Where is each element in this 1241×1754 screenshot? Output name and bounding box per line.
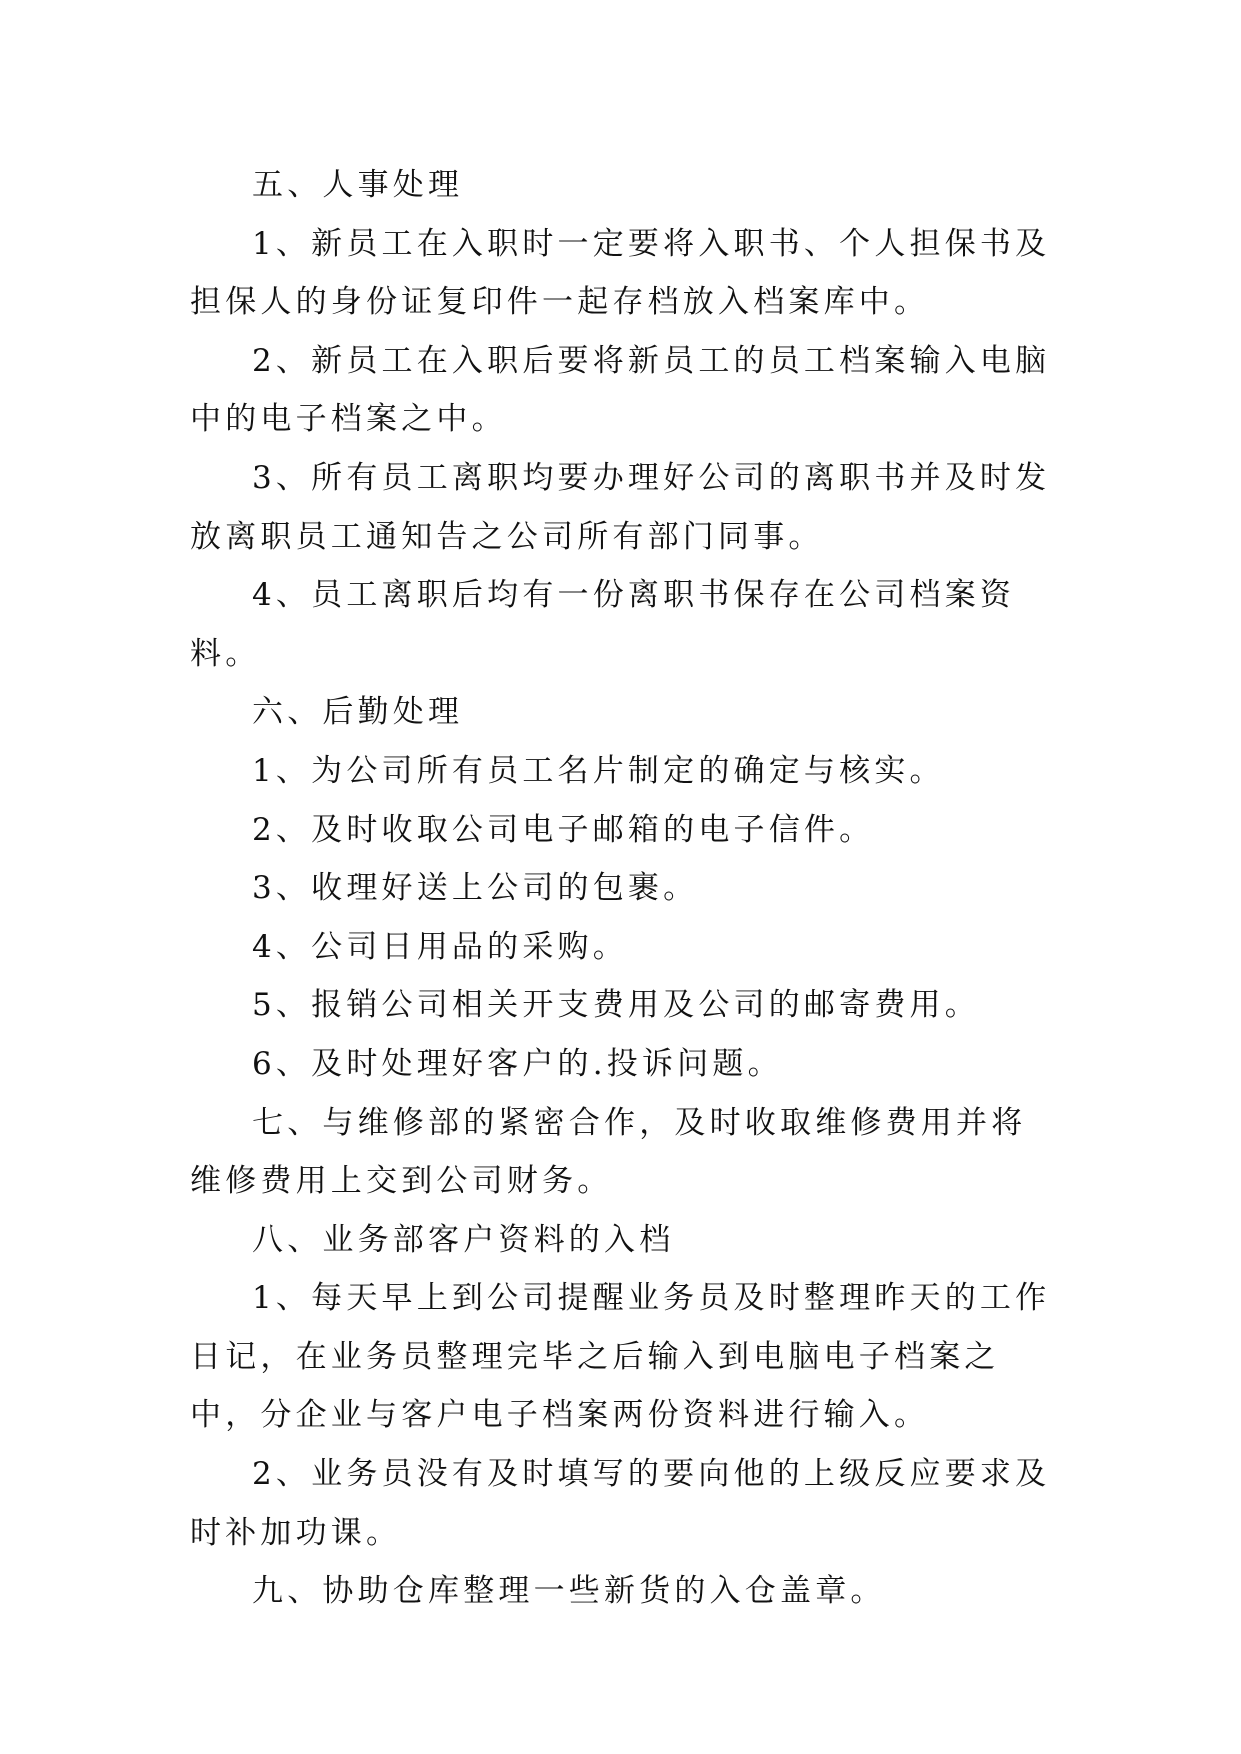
logistics-item-3: 3、收理好送上公司的包裹。 [252,870,699,907]
logistics-item-1: 1、为公司所有员工名片制定的确定与核实。 [252,752,945,789]
client-records-item-1: 1、每天早上到公司提醒业务员及时整理昨天的工作日记，在业务员整理完毕之后输入到电脑电子档案之中，分企业与客户电子档案两份资料进行输入。 [190,1280,1051,1434]
section-heading-logistics: 六、后勤处理 [252,694,464,731]
section-heading-warehouse: 九、协助仓库整理一些新货的入仓盖章。 [252,1573,886,1610]
section-heading-client-records: 八、业务部客户资料的入档 [252,1221,675,1258]
client-records-item-2: 2、业务员没有及时填写的要向他的上级反应要求及时补加功课。 [190,1456,1051,1551]
logistics-item-6: 6、及时处理好客户的.投诉问题。 [252,1045,783,1082]
section-heading-personnel: 五、人事处理 [252,167,464,203]
personnel-item-3: 3、所有员工离职均要办理好公司的离职书并及时发放离职员工通知告之公司所有部门同事。 [190,459,1051,555]
section-heading-maintenance: 七、与维修部的紧密合作，及时收取维修费用并将维修费用上交到公司财务。 [190,1104,1027,1200]
personnel-item-4: 4、员工离职后均有一份离职书保存在公司档案资料。 [190,577,1016,672]
document-body [190,156,1060,1621]
personnel-item-2: 2、新员工在入职后要将新员工的员工档案输入电脑中的电子档案之中。 [190,342,1051,438]
logistics-item-2: 2、及时收取公司电子邮箱的电子信件。 [252,811,875,848]
logistics-item-4: 4、公司日用品的采购。 [252,928,628,965]
personnel-item-1: 1、新员工在入职时一定要将入职书、个人担保书及担保人的身份证复印件一起存档放入档案库中。 [190,225,1051,321]
logistics-item-5: 5、报销公司相关开支费用及公司的邮寄费用。 [252,987,980,1024]
